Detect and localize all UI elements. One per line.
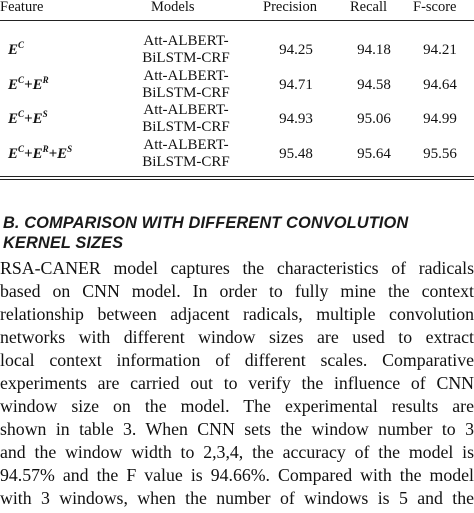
recall-value: 94.18 — [357, 42, 391, 58]
paragraph-line: based on CNN model. In order to fully mine the context — [0, 281, 474, 301]
feature-plus-term: +E — [48, 146, 68, 162]
body-paragraph — [0, 257, 474, 510]
model-name-line: Att-ALBERT- — [143, 68, 229, 84]
model-name-line: BiLSTM-CRF — [142, 154, 230, 170]
feature-superscript: C — [18, 144, 25, 154]
fscore-value: 94.99 — [423, 111, 457, 127]
model-name-line: Att-ALBERT- — [143, 137, 229, 153]
recall-value: 95.64 — [357, 146, 391, 162]
feature-base: E — [8, 111, 19, 127]
section-heading-line2: KERNEL SIZES — [3, 234, 124, 252]
precision-value: 94.93 — [279, 111, 313, 127]
section-heading — [3, 213, 474, 253]
model-cell — [126, 137, 246, 171]
header-fscore: F-score — [413, 0, 457, 15]
feature-superscript: C — [18, 40, 25, 50]
feature-cell — [8, 145, 72, 163]
paragraph-line: local context information of different scales. Comparative — [0, 350, 474, 370]
feature-superscript: C — [18, 109, 25, 119]
precision-value: 94.25 — [279, 42, 313, 58]
paragraph-line: shown in table 3. When CNN sets the window number to 3 — [0, 419, 474, 439]
feature-base: E — [8, 42, 19, 58]
feature-plus-term: +E — [24, 146, 43, 162]
feature-base: E — [8, 77, 19, 93]
feature-base: E — [8, 146, 19, 162]
table-row — [0, 137, 474, 171]
precision-value: 94.71 — [279, 77, 313, 93]
model-name-line: Att-ALBERT- — [143, 102, 229, 118]
model-name-line: BiLSTM-CRF — [142, 119, 230, 135]
feature-plus-term: +E — [24, 111, 43, 127]
paragraph-line: with 3 windows, when the number of windows is 5 and the — [0, 488, 474, 508]
feature-cell — [8, 41, 24, 59]
header-recall: Recall — [350, 0, 388, 15]
fscore-value: 94.64 — [423, 77, 457, 93]
feature-superscript: R — [42, 144, 49, 154]
header-feature: Feature — [0, 0, 44, 15]
feature-superscript: C — [18, 75, 25, 85]
fscore-value: 95.56 — [423, 146, 457, 162]
paragraph-line: RSA-CANER model captures the characteristics of radicals — [0, 258, 474, 278]
model-cell — [126, 33, 246, 67]
paragraph-line: experiments are carried out to verify the influence of CNN — [0, 373, 474, 393]
table-top-rule — [0, 20, 474, 21]
feature-superscript: S — [67, 144, 73, 154]
model-cell — [126, 102, 246, 136]
feature-cell — [8, 76, 49, 94]
paragraph-line: 94.57% and the F value is 94.66%. Compared with the model — [0, 465, 474, 485]
recall-value: 95.06 — [357, 111, 391, 127]
table-bottom-rule — [0, 176, 474, 180]
feature-superscript: R — [42, 75, 49, 85]
header-models: Models — [151, 0, 195, 15]
model-cell — [126, 68, 246, 102]
table-row — [0, 68, 474, 102]
feature-superscript: S — [42, 109, 48, 119]
table-row — [0, 33, 474, 67]
section-heading-line1: B. COMPARISON WITH DIFFERENT CONVOLUTION — [3, 214, 409, 232]
feature-plus-term: +E — [24, 77, 43, 93]
paragraph-line: networks with different window sizes are used to extract — [0, 327, 474, 347]
paragraph-line: and the window width to 2,3,4, the accuracy of the model is — [0, 442, 474, 462]
header-precision: Precision — [263, 0, 317, 15]
precision-value: 95.48 — [279, 146, 313, 162]
model-name-line: BiLSTM-CRF — [142, 50, 230, 66]
feature-cell — [8, 110, 48, 128]
model-name-line: Att-ALBERT- — [143, 33, 229, 49]
recall-value: 94.58 — [357, 77, 391, 93]
paragraph-line: relationship between adjacent radicals, multiple convolution — [0, 304, 474, 324]
model-name-line: BiLSTM-CRF — [142, 85, 230, 101]
paragraph-line: window size on the model. The experimental results are — [0, 396, 474, 416]
table-row — [0, 102, 474, 136]
fscore-value: 94.21 — [423, 42, 457, 58]
